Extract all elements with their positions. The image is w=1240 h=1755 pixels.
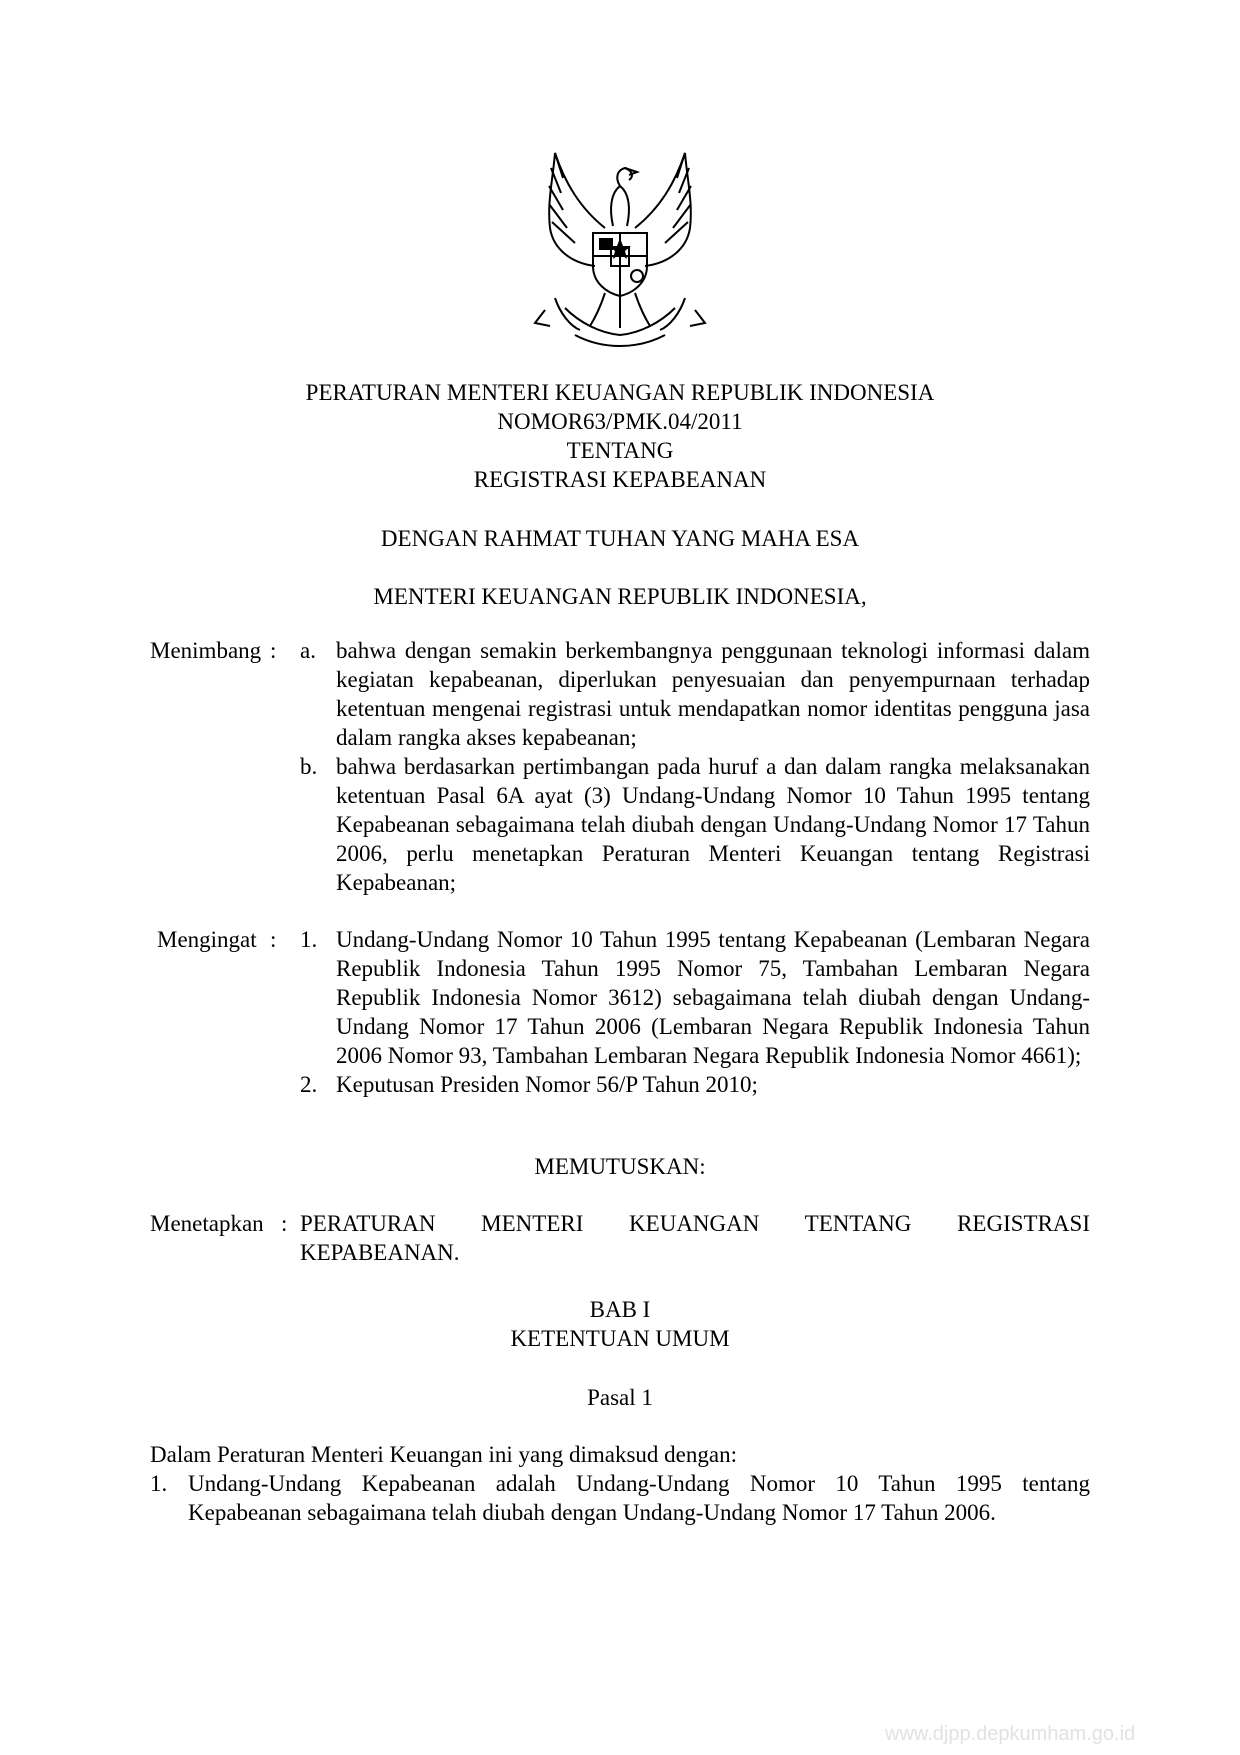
- menetapkan-label: Menetapkan: [150, 1211, 264, 1236]
- pasal-heading: Pasal 1: [587, 1385, 653, 1410]
- definition-text: Undang-Undang Kepabeanan adalah Undang-Undang Nomor 10 Tahun 1995 tentang Kepabeanan sebagaimana telah diubah dengan Undang-Undang Nomor 17 Tahun 2006.: [188, 1471, 1090, 1525]
- item-marker: 2.: [300, 1072, 318, 1097]
- menimbang-label: Menimbang: [150, 638, 262, 663]
- menimbang-item: [150, 752, 1090, 897]
- menetapkan-line-1: PERATURAN MENTERI KEUANGAN TENTANG REGISTRASI: [300, 1211, 1090, 1236]
- colon: :: [281, 1211, 288, 1236]
- watermark: www.djpp.depkumham.go.id: [885, 1723, 1136, 1745]
- title-line-3: TENTANG: [566, 438, 674, 463]
- menimbang-section: [150, 636, 1090, 897]
- item-text: bahwa dengan semakin berkembangnya penggunaan teknologi informasi dalam kegiatan kepabeanan, diperlukan penyesuaian dan penyempurnaan terhadap ketentuan mengenai registrasi untuk mendapatkan nomor identitas pengguna jasa dalam rangka akses kepabeanan;: [336, 638, 1090, 750]
- item-text: bahwa berdasarkan pertimbangan pada huruf a dan dalam rangka melaksanakan ketentuan Pasal 6A ayat (3) Undang-Undang Nomor 10 Tahun 1995 tentang Kepabeanan sebagaimana telah diubah dengan Undang-Undang Nomor 17 Tahun 2006, perlu menetapkan Peraturan Menteri Keuangan tentang Registrasi Kepabeanan;: [336, 754, 1090, 895]
- item-marker: b.: [300, 754, 318, 779]
- bab-heading: [150, 1295, 1090, 1353]
- menetapkan-item: [150, 1209, 1090, 1267]
- colon: :: [270, 638, 277, 663]
- item-marker: a.: [300, 638, 316, 663]
- mengingat-section: [150, 925, 1090, 1099]
- definition-marker: 1.: [150, 1471, 168, 1496]
- bab-subtitle: KETENTUAN UMUM: [510, 1326, 730, 1351]
- memutuskan-heading: MEMUTUSKAN:: [534, 1154, 706, 1179]
- item-marker: 1.: [300, 927, 318, 952]
- menimbang-item: [150, 636, 1090, 752]
- title-line-2: NOMOR63/PMK.04/2011: [497, 409, 743, 434]
- title-line-1: PERATURAN MENTERI KEUANGAN REPUBLIK INDONESIA: [305, 380, 935, 405]
- menteri-line: MENTERI KEUANGAN REPUBLIK INDONESIA,: [373, 584, 867, 609]
- rahmat-line: DENGAN RAHMAT TUHAN YANG MAHA ESA: [380, 526, 860, 551]
- menetapkan-section: [150, 1209, 1090, 1267]
- definitions-intro: Dalam Peraturan Menteri Keuangan ini yang dimaksud dengan:: [150, 1442, 737, 1467]
- item-text: Keputusan Presiden Nomor 56/P Tahun 2010;: [336, 1072, 758, 1097]
- definition-item: [150, 1469, 1090, 1527]
- document-title: [150, 378, 1090, 494]
- item-text: Undang-Undang Nomor 10 Tahun 1995 tentang Kepabeanan (Lembaran Negara Republik Indonesia Tahun 1995 Nomor 75, Tambahan Lembaran Negara Republik Indonesia Nomor 3612) sebagaimana telah diubah dengan Undang-Undang Nomor 17 Tahun 2006 (Lembaran Negara Republik Indonesia Tahun 2006 Nomor 93, Tambahan Lembaran Negara Republik Indonesia Nomor 4661);: [336, 927, 1090, 1068]
- colon: :: [270, 927, 277, 952]
- mengingat-label: Mengingat: [157, 927, 257, 952]
- menetapkan-line-2: KEPABEANAN.: [300, 1240, 460, 1265]
- mengingat-item: [150, 1070, 1090, 1099]
- title-line-4: REGISTRASI KEPABEANAN: [473, 467, 767, 492]
- bab-title: BAB I: [589, 1297, 651, 1322]
- garuda-emblem-icon: [525, 148, 715, 353]
- mengingat-item: [150, 925, 1090, 1070]
